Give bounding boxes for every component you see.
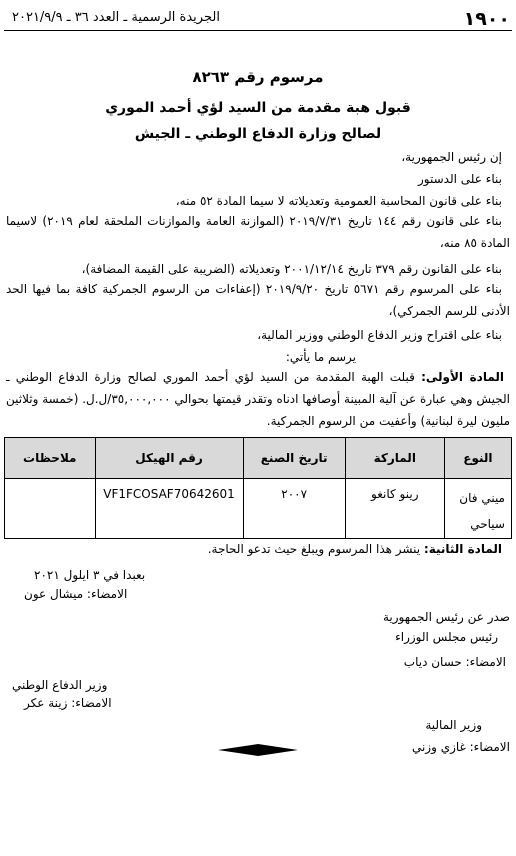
separator-ornament-icon <box>218 744 298 756</box>
header-divider <box>4 30 512 31</box>
page-number: ١٩٠٠ <box>463 8 510 30</box>
defense-minister-title: وزير الدفاع الوطني <box>12 678 108 692</box>
col-notes: ملاحظات <box>5 438 96 479</box>
decree-date: بعبدا في ٣ ايلول ٢٠٢١ <box>34 568 146 582</box>
vehicle-table <box>4 437 512 539</box>
finance-minister-signature: الامضاء: غازي وزني <box>411 740 510 754</box>
preamble-constitution: بناء على الدستور <box>418 172 502 186</box>
decree-formula: يرسم ما يأتي: <box>285 350 356 364</box>
preamble-budget-law: بناء على قانون رقم ١٤٤ تاريخ ٢٠١٩/٧/٣١ (الموازنة العامة والموازنات الملحقة لعام ٢٠١٩) لاسيما المادة ٨٥ منه، <box>6 214 510 250</box>
defense-minister-signature: الامضاء: زينة عكر <box>24 696 112 710</box>
cell-type: ميني فان سياحي <box>444 479 511 539</box>
table-row <box>5 479 512 539</box>
article-1 <box>6 366 510 432</box>
cell-chassis-number: VF1FCOSAF70642601 <box>95 479 243 539</box>
preamble-customs-decree: بناء على المرسوم رقم ٥٦٧١ تاريخ ٢٠١٩/٩/٢٠ (إعفاءات من الرسوم الجمركية كافة بما فيها الحد الأدنى للرسم الجمركي)، <box>6 282 510 318</box>
preamble-vat-law: بناء على القانون رقم ٣٧٩ تاريخ ٢٠٠١/١٢/١٤ وتعديلاته (الضريبة على القيمة المضافة)، <box>81 262 502 276</box>
pm-signature: الامضاء: حسان دياب <box>403 655 506 669</box>
article-2-text: ينشر هذا المرسوم ويبلغ حيث تدعو الحاجة. <box>207 542 424 556</box>
decree-subtitle-2: لصالح وزارة الدفاع الوطني ـ الجيش <box>134 126 382 142</box>
finance-minister-title: وزير المالية <box>425 718 482 732</box>
article-2 <box>208 542 502 556</box>
preamble-president: إن رئيس الجمهورية، <box>401 150 502 164</box>
pm-title: رئيس مجلس الوزراء <box>395 630 498 644</box>
gazette-header: الجريدة الرسمية ـ العدد ٣٦ ـ ٢٠٢١/٩/٩ <box>12 10 220 25</box>
article-1-label: المادة الأولى: <box>421 370 504 384</box>
decree-subtitle-1: قبول هبة مقدمة من السيد لؤي أحمد الموري <box>105 100 411 116</box>
col-type: النوع <box>444 438 511 479</box>
cell-notes <box>5 479 96 539</box>
preamble-accounting-law: بناء على قانون المحاسبة العمومية وتعديلاته لا سيما المادة ٥٢ منه، <box>175 194 502 208</box>
president-signature: الامضاء: ميشال عون <box>24 587 128 601</box>
col-manufacture-date: تاريخ الصنع <box>243 438 345 479</box>
col-chassis-number: رقم الهيكل <box>95 438 243 479</box>
article-2-label: المادة الثانية: <box>423 542 502 556</box>
decree-title: مرسوم رقم ٨٢٦٣ <box>192 68 324 86</box>
cell-brand: رينو كانغو <box>345 479 444 539</box>
col-brand: الماركة <box>345 438 444 479</box>
article-1-text: قبلت الهبة المقدمة من السيد لؤي أحمد الموري لصالح وزارة الدفاع الوطني ـ الجيش وهي عبارة عن آلية المبينة أوصافها ادناه وتقدر قيمتها بحوالي ٣٥,٠٠٠,٠٠٠/ل.ل. (خمسة وثلاثين مليون ليرة لبنانية) وأعفيت من الرسوم الجمركية. <box>6 370 510 428</box>
table-header-row <box>5 438 512 479</box>
preamble-proposal: بناء على اقتراح وزير الدفاع الوطني ووزير المالية، <box>257 328 502 342</box>
issued-by: صدر عن رئيس الجمهورية <box>382 610 510 624</box>
cell-manufacture-date: ٢٠٠٧ <box>243 479 345 539</box>
